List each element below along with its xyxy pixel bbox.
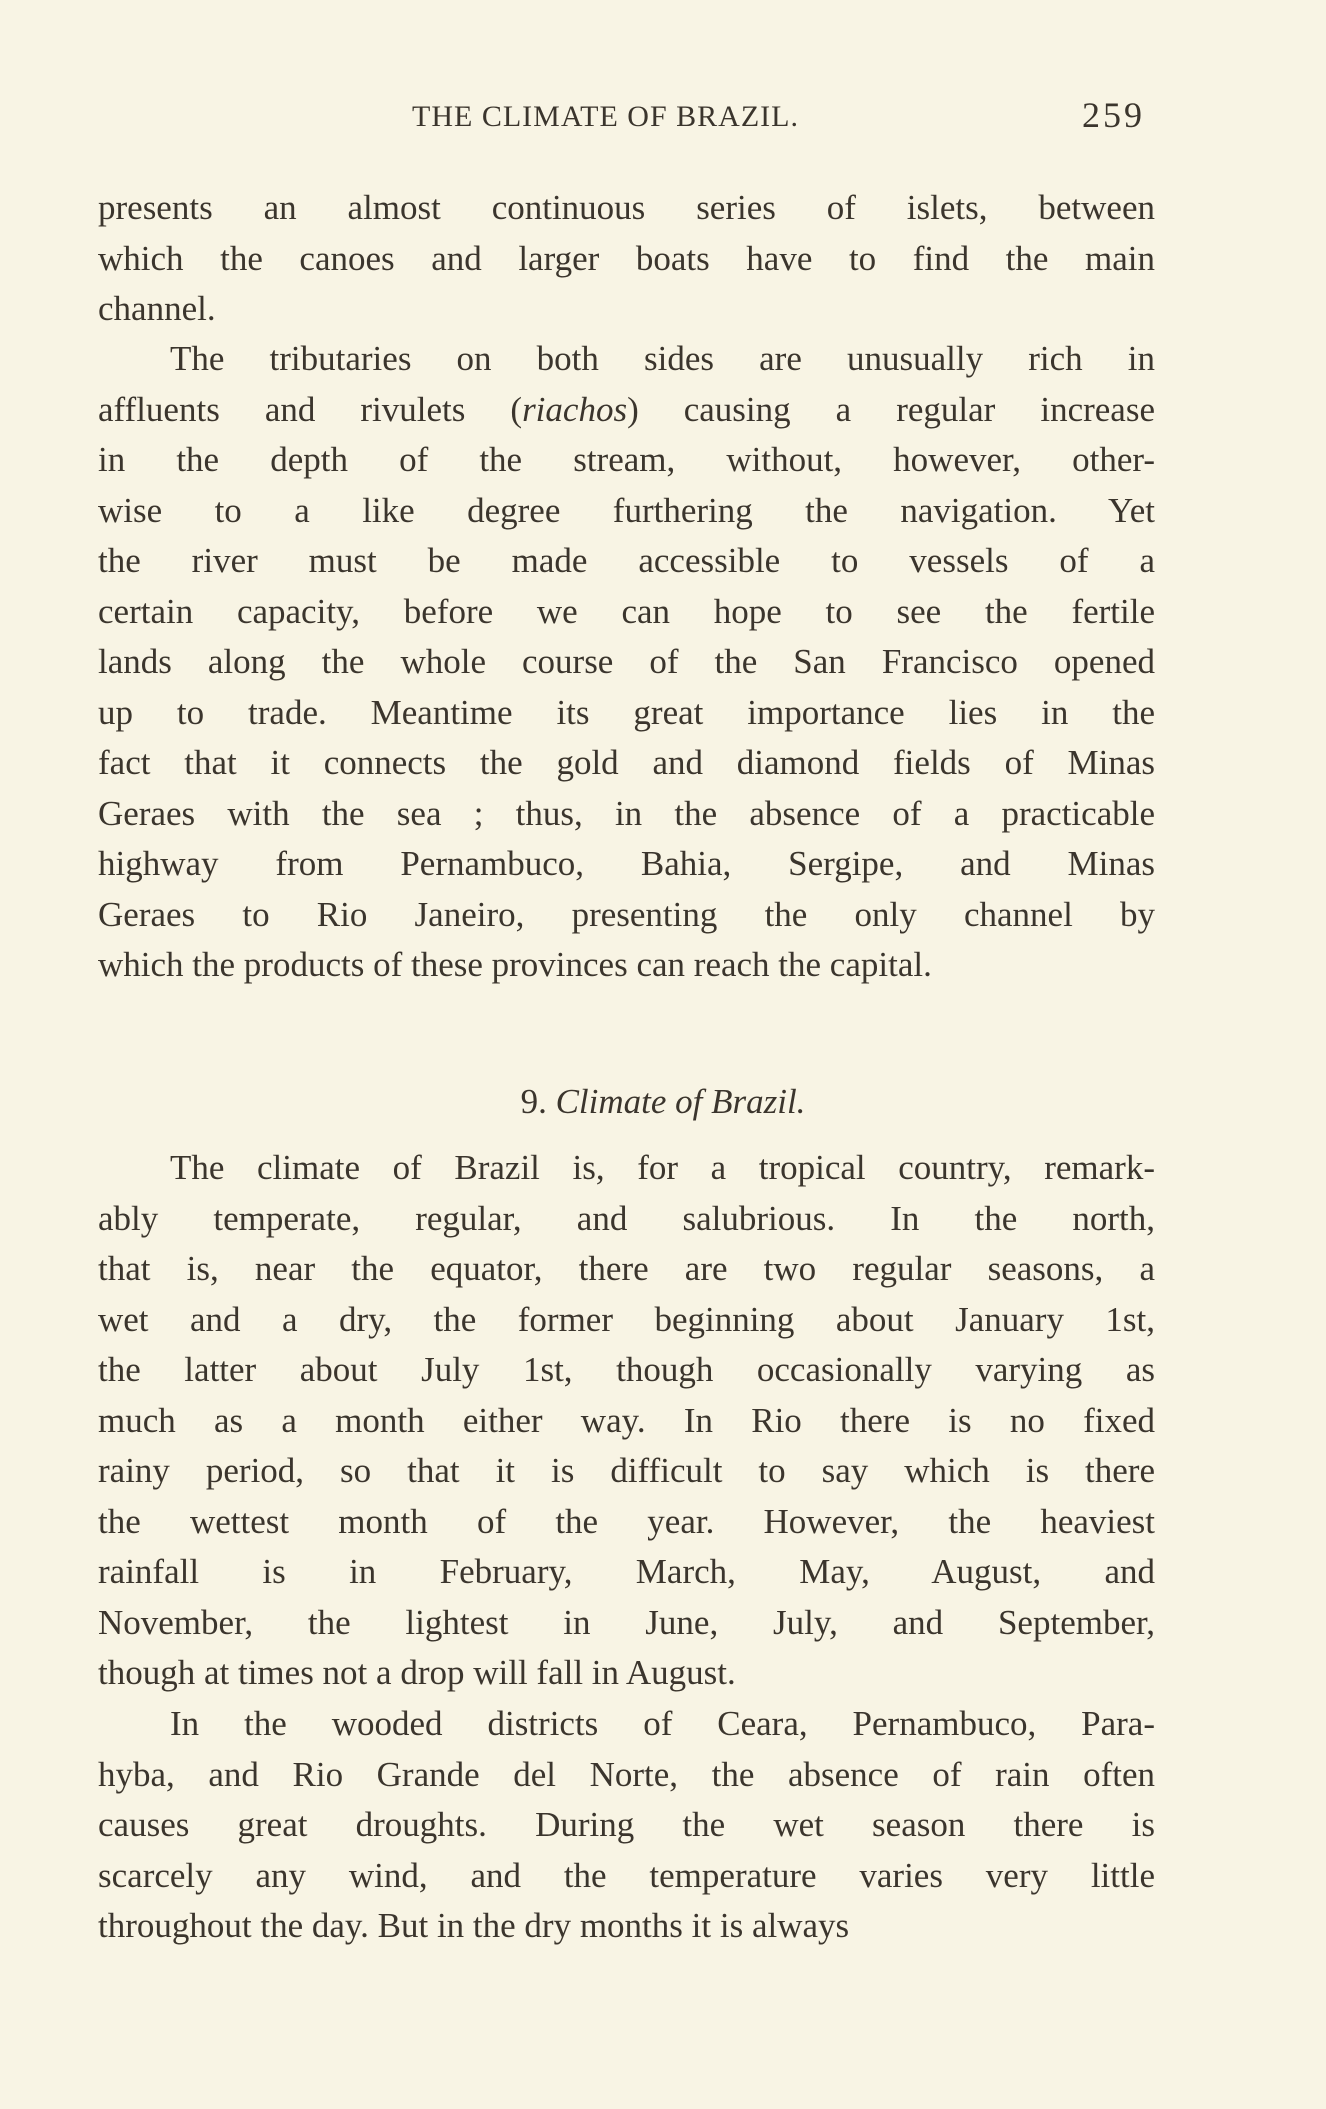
text-line-content: that is, near the equator, there are two regular seasons, a bbox=[98, 1249, 1155, 1288]
text-line-content: Geraes with the sea ; thus, in the absence of a practicable bbox=[98, 793, 1155, 833]
text-line-content: rainfall is in February, March, May, August, and bbox=[98, 1552, 1155, 1591]
page-number: 259 bbox=[1082, 95, 1145, 135]
text-line-content: fact that it connects the gold and diamond fields of Minas bbox=[98, 743, 1155, 782]
text-line bbox=[98, 640, 1155, 684]
text-line bbox=[98, 1500, 1155, 1544]
text-line bbox=[98, 237, 1155, 281]
text-line bbox=[98, 893, 1155, 937]
text-line-content: presents an almost continuous series of islets, between bbox=[98, 188, 1155, 227]
text-line bbox=[98, 287, 1155, 331]
text-line bbox=[98, 1197, 1155, 1241]
text-line bbox=[98, 1298, 1155, 1342]
text-line-content: throughout the day. But in the dry months it is always bbox=[98, 1906, 850, 1945]
text-line bbox=[98, 388, 1155, 432]
text-line bbox=[98, 438, 1155, 482]
text-line-content: rainy period, so that it is difficult to say which is there bbox=[98, 1451, 1155, 1490]
text-line-content: though at times not a drop will fall in August. bbox=[98, 1653, 736, 1692]
text-line bbox=[98, 1753, 1155, 1797]
section-heading bbox=[0, 1082, 1326, 1122]
text-line-content: Geraes to Rio Janeiro, presenting the only channel by bbox=[98, 894, 1155, 934]
text-line bbox=[98, 1854, 1155, 1898]
text-line-content: ably temperate, regular, and salubrious. In the north, bbox=[98, 1198, 1155, 1238]
text-line-content: in the depth of the stream, without, however, other- bbox=[98, 440, 1155, 479]
text-line bbox=[98, 590, 1155, 634]
text-line-content: highway from Pernambuco, Bahia, Sergipe, and Minas bbox=[98, 844, 1155, 883]
text-line-content: causes great droughts. During the wet season there is bbox=[98, 1805, 1155, 1844]
text-line bbox=[98, 792, 1155, 836]
text-line bbox=[98, 1399, 1155, 1443]
running-title: THE CLIMATE OF BRAZIL. bbox=[412, 100, 799, 133]
text-line bbox=[98, 1550, 1155, 1594]
text-line-content: wet and a dry, the former beginning about January 1st, bbox=[98, 1299, 1155, 1339]
text-line-content: scarcely any wind, and the temperature varies very little bbox=[98, 1855, 1155, 1895]
text-line-content: affluents and rivulets (riachos) causing a regular increase bbox=[98, 389, 1155, 429]
text-line bbox=[98, 1651, 1155, 1695]
text-line bbox=[98, 1247, 1155, 1291]
text-line bbox=[98, 943, 1155, 987]
section-title: Climate of Brazil. bbox=[555, 1082, 806, 1121]
text-line bbox=[98, 539, 1155, 583]
text-line-content: certain capacity, before we can hope to see the fertile bbox=[98, 591, 1155, 631]
text-line bbox=[98, 1449, 1155, 1493]
text-line bbox=[98, 691, 1155, 735]
text-line bbox=[98, 1348, 1155, 1392]
text-line-content: The climate of Brazil is, for a tropical country, remark- bbox=[170, 1148, 1155, 1187]
text-line-content: In the wooded districts of Ceara, Pernambuco, Para- bbox=[170, 1704, 1155, 1743]
text-line bbox=[98, 1803, 1155, 1847]
text-line bbox=[98, 741, 1155, 785]
text-line-content: channel. bbox=[98, 289, 216, 328]
text-line bbox=[98, 489, 1155, 533]
text-line-content: which the canoes and larger boats have to find the main bbox=[98, 238, 1155, 278]
text-line-content: the latter about July 1st, though occasionally varying as bbox=[98, 1350, 1155, 1389]
text-line-content: lands along the whole course of the San Francisco opened bbox=[98, 642, 1155, 681]
text-line bbox=[98, 1904, 1155, 1948]
text-line-content: the river must be made accessible to vessels of a bbox=[98, 541, 1155, 580]
italic-term: riachos bbox=[522, 389, 628, 429]
text-line-content: November, the lightest in June, July, and September, bbox=[98, 1602, 1155, 1642]
section-number: 9. bbox=[520, 1082, 547, 1121]
text-line-content: hyba, and Rio Grande del Norte, the absence of rain often bbox=[98, 1754, 1155, 1794]
text-line-content: much as a month either way. In Rio there is no fixed bbox=[98, 1400, 1155, 1440]
text-line-content: The tributaries on both sides are unusually rich in bbox=[170, 339, 1155, 378]
text-line bbox=[170, 337, 1155, 381]
text-line-content: up to trade. Meantime its great importance lies in the bbox=[98, 692, 1155, 732]
text-line-content: which the products of these provinces can reach the capital. bbox=[98, 945, 932, 984]
text-line bbox=[170, 1146, 1155, 1190]
text-line-content: the wettest month of the year. However, the heaviest bbox=[98, 1501, 1155, 1541]
text-line bbox=[98, 842, 1155, 886]
text-line bbox=[98, 1601, 1155, 1645]
text-line bbox=[98, 186, 1155, 230]
text-line bbox=[170, 1702, 1155, 1746]
text-line-content: wise to a like degree furthering the navigation. Yet bbox=[98, 490, 1155, 530]
